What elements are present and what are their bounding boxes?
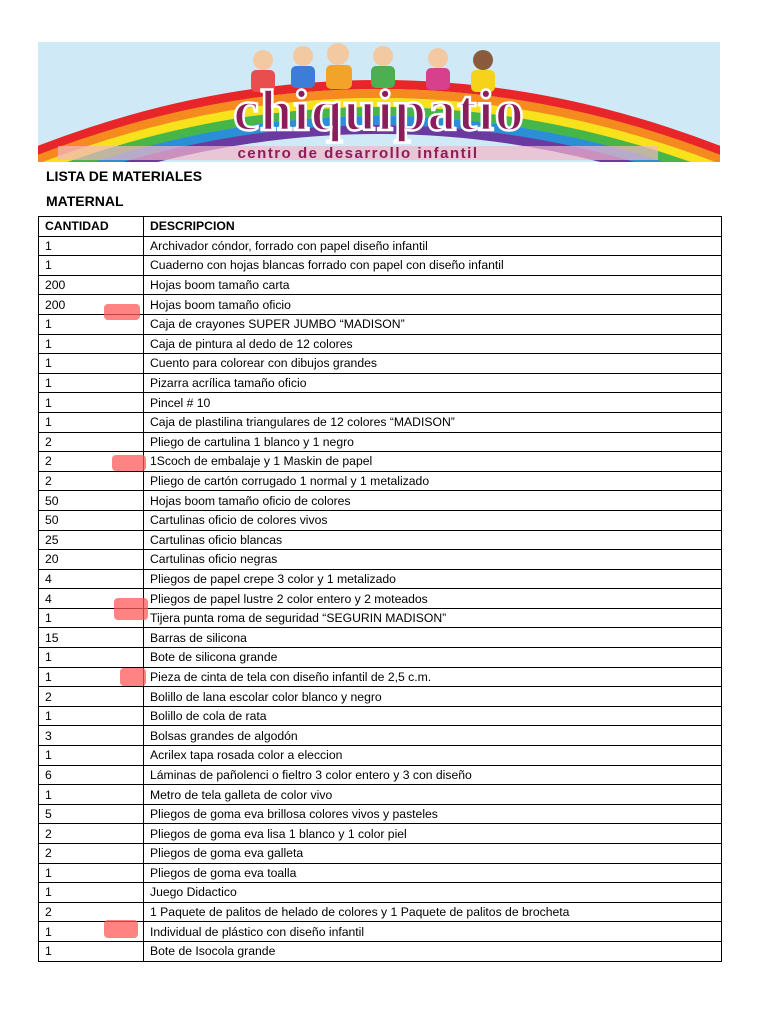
table-row — [39, 393, 722, 413]
quantity-cell: 4 — [39, 569, 144, 589]
description-cell: Caja de crayones SUPER JUMBO “MADISON” — [144, 314, 722, 334]
description-cell: Pliegos de goma eva toalla — [144, 863, 722, 883]
quantity-cell: 6 — [39, 765, 144, 785]
quantity-cell: 2 — [39, 687, 144, 707]
table-header-row — [39, 217, 722, 237]
table-row — [39, 785, 722, 805]
description-cell: Pliegos de goma eva brillosa colores vivos y pasteles — [144, 804, 722, 824]
table-row — [39, 432, 722, 452]
description-cell: Juego Didactico — [144, 883, 722, 903]
quantity-cell: 2 — [39, 844, 144, 864]
description-cell: Cuento para colorear con dibujos grandes — [144, 354, 722, 374]
quantity-cell: 5 — [39, 804, 144, 824]
highlight-mark — [114, 598, 148, 620]
table-row — [39, 902, 722, 922]
quantity-cell: 200 — [39, 295, 144, 315]
table-row — [39, 236, 722, 256]
quantity-cell: 2 — [39, 471, 144, 491]
table-row — [39, 314, 722, 334]
quantity-cell: 1 — [39, 393, 144, 413]
quantity-cell: 25 — [39, 530, 144, 550]
description-cell: Metro de tela galleta de color vivo — [144, 785, 722, 805]
description-cell: Cuaderno con hojas blancas forrado con papel con diseño infantil — [144, 256, 722, 276]
table-row — [39, 550, 722, 570]
description-cell: Hojas boom tamaño oficio — [144, 295, 722, 315]
quantity-cell: 50 — [39, 510, 144, 530]
table-row — [39, 471, 722, 491]
description-cell: Cartulinas oficio negras — [144, 550, 722, 570]
quantity-cell: 2 — [39, 902, 144, 922]
description-cell: Pliegos de goma eva galleta — [144, 844, 722, 864]
quantity-cell: 200 — [39, 275, 144, 295]
description-cell: Bolillo de cola de rata — [144, 706, 722, 726]
quantity-cell: 1 — [39, 314, 144, 334]
document-level: MATERNAL — [46, 193, 124, 209]
quantity-cell: 1 — [39, 608, 144, 628]
quantity-cell: 1 — [39, 863, 144, 883]
table-row — [39, 648, 722, 668]
table-row — [39, 530, 722, 550]
table-row — [39, 354, 722, 374]
description-cell: Pliego de cartón corrugado 1 normal y 1 metalizado — [144, 471, 722, 491]
table-row — [39, 746, 722, 766]
table-row — [39, 824, 722, 844]
description-cell: Pizarra acrílica tamaño oficio — [144, 373, 722, 393]
banner-graphic — [38, 42, 720, 162]
quantity-cell: 1 — [39, 922, 144, 942]
quantity-cell: 2 — [39, 824, 144, 844]
table-row — [39, 863, 722, 883]
description-cell: 1 Paquete de palitos de helado de colores y 1 Paquete de palitos de brocheta — [144, 902, 722, 922]
table-row — [39, 804, 722, 824]
quantity-cell: 1 — [39, 706, 144, 726]
description-cell: Tijera punta roma de seguridad “SEGURIN MADISON” — [144, 608, 722, 628]
document-title: LISTA DE MATERIALES — [46, 168, 203, 184]
quantity-cell: 1 — [39, 941, 144, 961]
description-cell: Pliegos de papel crepe 3 color y 1 metalizado — [144, 569, 722, 589]
quantity-cell: 1 — [39, 785, 144, 805]
quantity-cell: 1 — [39, 412, 144, 432]
table-row — [39, 687, 722, 707]
description-cell: Pliegos de papel lustre 2 color entero y 2 moteados — [144, 589, 722, 609]
description-cell: Bolsas grandes de algodón — [144, 726, 722, 746]
table-row — [39, 373, 722, 393]
table-row — [39, 844, 722, 864]
logo-text: chiquipatio — [233, 78, 525, 143]
highlight-mark — [104, 304, 140, 320]
table-row — [39, 706, 722, 726]
table-row — [39, 510, 722, 530]
table-row — [39, 628, 722, 648]
description-cell: Bote de silicona grande — [144, 648, 722, 668]
description-cell: Caja de pintura al dedo de 12 colores — [144, 334, 722, 354]
highlight-mark — [104, 920, 138, 938]
quantity-cell: 1 — [39, 648, 144, 668]
quantity-cell: 1 — [39, 883, 144, 903]
description-cell: Caja de plastilina triangulares de 12 colores “MADISON” — [144, 412, 722, 432]
quantity-cell: 1 — [39, 746, 144, 766]
description-cell: Pincel # 10 — [144, 393, 722, 413]
quantity-cell: 2 — [39, 452, 144, 472]
description-cell: Cartulinas oficio blancas — [144, 530, 722, 550]
description-cell: Pliegos de goma eva lisa 1 blanco y 1 color piel — [144, 824, 722, 844]
table-row — [39, 569, 722, 589]
quantity-cell: 1 — [39, 256, 144, 276]
table-row — [39, 765, 722, 785]
description-cell: Barras de silicona — [144, 628, 722, 648]
description-cell: Archivador cóndor, forrado con papel diseño infantil — [144, 236, 722, 256]
table-row — [39, 491, 722, 511]
quantity-cell: 1 — [39, 373, 144, 393]
highlight-mark — [112, 455, 146, 471]
table-row — [39, 256, 722, 276]
quantity-cell: 15 — [39, 628, 144, 648]
tagline-text: centro de desarrollo infantil — [237, 145, 479, 162]
column-header-cantidad: CANTIDAD — [39, 217, 144, 237]
description-cell: Cartulinas oficio de colores vivos — [144, 510, 722, 530]
table-row — [39, 295, 722, 315]
quantity-cell: 3 — [39, 726, 144, 746]
description-cell: Pliego de cartulina 1 blanco y 1 negro — [144, 432, 722, 452]
description-cell: Acrilex tapa rosada color a eleccion — [144, 746, 722, 766]
table-row — [39, 726, 722, 746]
column-header-descripcion: DESCRIPCION — [144, 217, 722, 237]
description-cell: Hojas boom tamaño carta — [144, 275, 722, 295]
quantity-cell: 50 — [39, 491, 144, 511]
quantity-cell: 4 — [39, 589, 144, 609]
description-cell: Bote de Isocola grande — [144, 941, 722, 961]
quantity-cell: 1 — [39, 667, 144, 687]
table-row — [39, 941, 722, 961]
description-cell: Hojas boom tamaño oficio de colores — [144, 491, 722, 511]
description-cell: Láminas de pañolenci o fieltro 3 color entero y 3 con diseño — [144, 765, 722, 785]
description-cell: Bolillo de lana escolar color blanco y negro — [144, 687, 722, 707]
description-cell: Pieza de cinta de tela con diseño infantil de 2,5 c.m. — [144, 667, 722, 687]
table-row — [39, 275, 722, 295]
banner-image — [38, 42, 720, 162]
materials-table — [38, 216, 722, 962]
description-cell: 1Scoch de embalaje y 1 Maskin de papel — [144, 452, 722, 472]
highlight-mark — [120, 668, 146, 686]
table-row — [39, 334, 722, 354]
quantity-cell: 1 — [39, 236, 144, 256]
quantity-cell: 20 — [39, 550, 144, 570]
quantity-cell: 2 — [39, 432, 144, 452]
quantity-cell: 1 — [39, 354, 144, 374]
quantity-cell: 1 — [39, 334, 144, 354]
table-row — [39, 883, 722, 903]
table-row — [39, 922, 722, 942]
description-cell: Individual de plástico con diseño infantil — [144, 922, 722, 942]
table-row — [39, 412, 722, 432]
